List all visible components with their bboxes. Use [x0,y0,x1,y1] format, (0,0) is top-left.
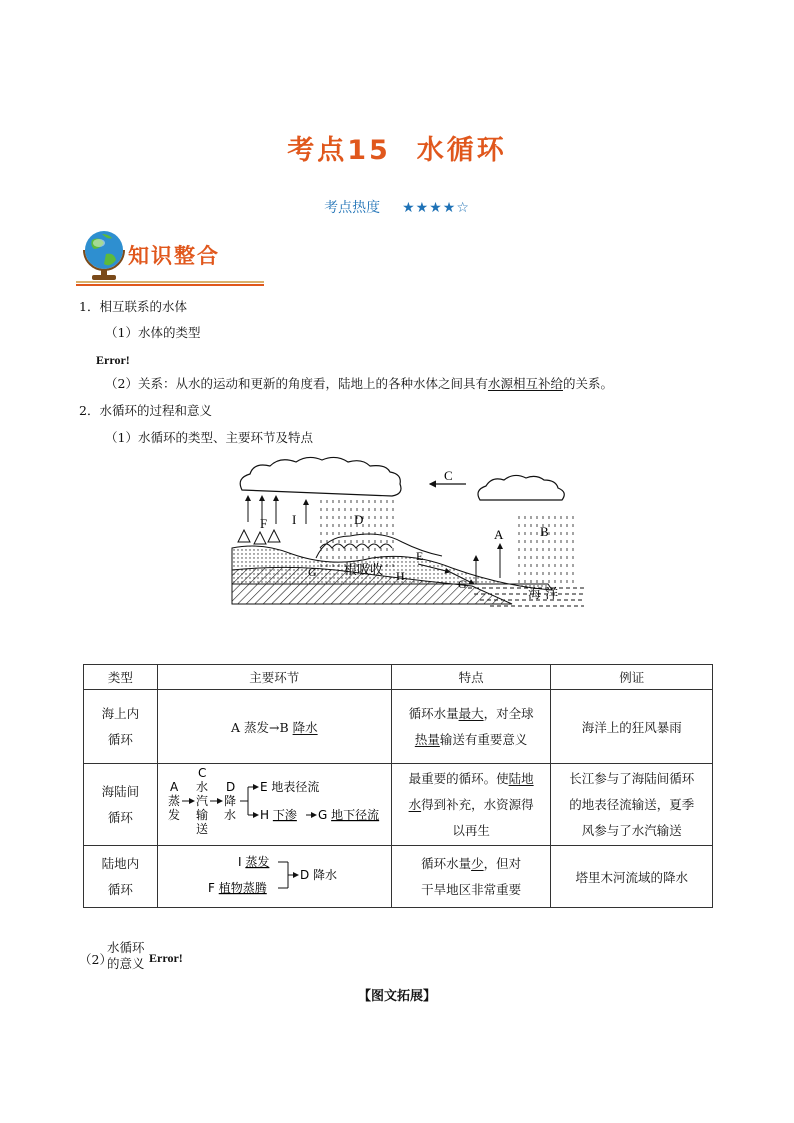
label-a: A [494,527,504,542]
header-type: 类型 [84,665,158,690]
section-title: 知识整合 [128,244,220,268]
error-text-1: Error! [96,353,130,367]
svg-text:输: 输 [196,808,209,822]
svg-text:A: A [170,780,179,794]
svg-text:H 下渗: H 下渗 [260,808,298,822]
table-row [84,846,713,908]
svg-text:G 地下径流: G 地下径流 [318,808,380,822]
header-feature: 特点 [391,665,551,690]
label-h: H [396,569,405,583]
svg-text:送: 送 [196,822,209,836]
row-type: 海上内 循环 [84,690,158,764]
cycle-types-table [83,664,713,908]
label-b: B [540,524,549,539]
land-cloud [240,457,401,496]
significance-label-2: 的意义 [107,956,145,971]
row-process [157,764,391,846]
item-2: 2．水循环的过程和意义 [79,403,212,418]
error-text-2: Error! [149,951,183,965]
extension-heading: 【图文拓展】 [357,989,436,1004]
heat-label: 考点热度 [324,200,381,216]
label-sea: 海 洋 [528,587,559,602]
ocean-cloud [478,475,564,500]
table-header-row [84,665,713,690]
svg-text:降: 降 [224,794,237,808]
svg-text:F 植物蒸腾: F 植物蒸腾 [208,881,268,895]
svg-text:蒸: 蒸 [168,794,181,808]
significance-label-1: 水循环 [107,940,145,955]
item-2-1: （1）水循环的类型、主要环节及特点 [105,430,313,445]
svg-text:D: D [226,780,236,794]
svg-text:水: 水 [224,808,237,822]
label-g2: G [458,577,467,591]
row-example: 海洋上的狂风暴雨 [551,690,713,764]
land-flow [160,850,388,900]
label-c: C [444,468,453,483]
label-e: E [416,549,424,563]
svg-text:水: 水 [196,780,209,794]
row-example: 塔里木河流域的降水 [551,846,713,908]
page-title: 考点15 水循环 [287,135,507,166]
label-i: I [292,512,297,527]
row-process [157,846,391,908]
item-1-1: （1）水体的类型 [105,325,201,340]
header-process: 主要环节 [157,665,391,690]
row-feature: 循环水量少，但对 干旱地区非常重要 [391,846,551,908]
significance-number: （2） [79,952,112,967]
star-rating: ★★★★☆ [402,200,470,216]
row-process: A 蒸发→B 降水 [157,690,391,764]
label-f: F [260,516,268,531]
svg-text:I 蒸发: I 蒸发 [238,855,270,869]
heat-rating [0,197,794,217]
row-feature: 最重要的循环。使陆地 水得到补充，水资源得 以再生 [391,764,551,846]
label-g1: G [308,565,317,579]
svg-text:E 地表径流: E 地表径流 [260,780,320,794]
header-example: 例证 [551,665,713,690]
globe-icon [84,231,124,280]
svg-text:汽: 汽 [196,794,209,808]
label-root-absorb: 根吸收 [344,563,384,578]
row-type: 海陆间 循环 [84,764,158,846]
table-row [84,764,713,846]
answer-underline: 水源相互补给 [487,376,563,391]
water-cycle-diagram [228,452,588,612]
svg-text:C: C [198,766,207,780]
item-1-2: （2）关系：从水的运动和更新的角度看，陆地上的各种水体之间具有水源相互补给的关系。 [105,376,613,391]
sea-land-flow [160,765,388,841]
row-feature: 循环水量最大，对全球 热量输送有重要意义 [391,690,551,764]
svg-text:D 降水: D 降水 [300,868,338,882]
tree-icon [238,530,280,544]
label-d: D [354,512,364,527]
svg-text:发: 发 [168,808,181,822]
row-type: 陆地内 循环 [84,846,158,908]
row-example: 长江参与了海陆间循环 的地表径流输送，夏季 风参与了水汽输送 [551,764,713,846]
table-row [84,690,713,764]
item-1: 1．相互联系的水体 [79,299,187,314]
